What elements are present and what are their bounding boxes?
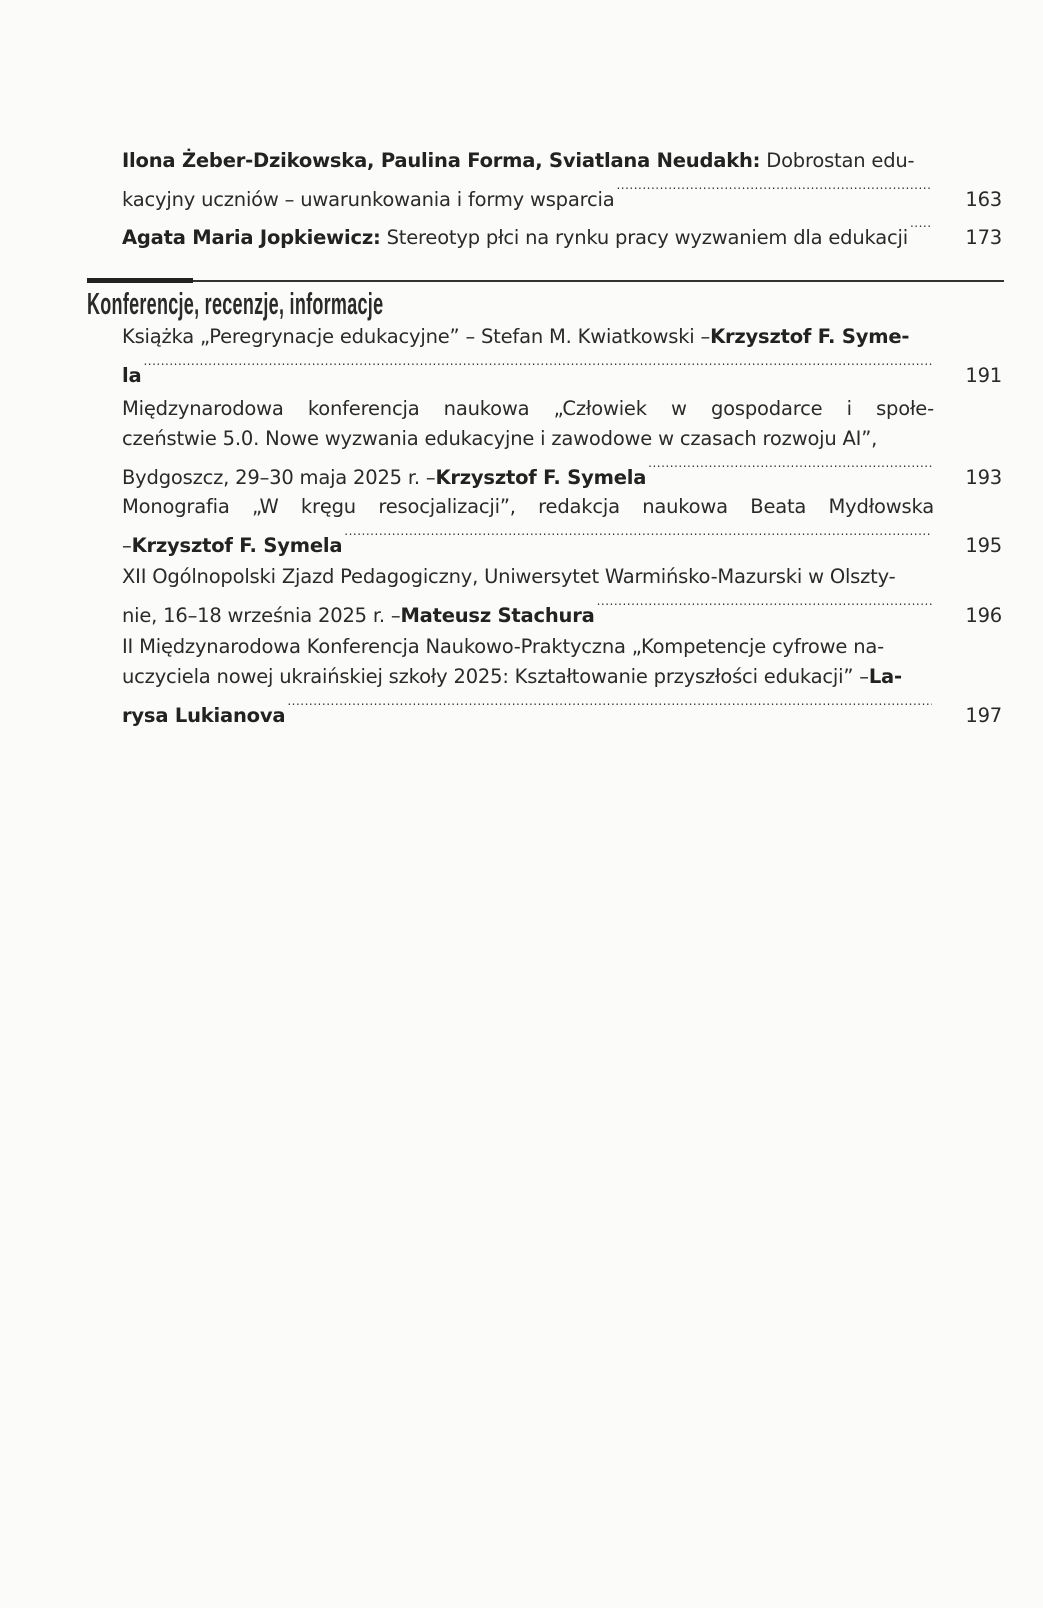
- toc-entry: [122, 214, 1002, 253]
- toc-entry: [122, 394, 1002, 493]
- toc-entry: [122, 632, 1002, 731]
- entry-title: czeństwie 5.0. Nowe wyzwania edukacyjne i zawodowe w czasach rozwoju AI”,: [122, 427, 878, 450]
- toc-entry: [122, 146, 1002, 215]
- entry-title-word: Monografia: [122, 495, 230, 518]
- toc-entry-line: [122, 352, 1002, 391]
- toc-entry-line: [122, 522, 1002, 561]
- dot-leader: [910, 214, 932, 244]
- dot-leader: [287, 692, 932, 722]
- section-divider: [87, 280, 1004, 282]
- entry-title-word: społe-: [876, 397, 934, 420]
- entry-authors: Ilona Żeber-Dzikowska, Paulina Forma, Sviatlana Neudakh:: [122, 149, 761, 172]
- section-title: Konferencje, recenzje, informacje: [87, 286, 384, 321]
- entry-title-word: gospodarce: [711, 397, 823, 420]
- toc-entry-line: [122, 322, 934, 352]
- entry-authors: rysa Lukianova: [122, 704, 286, 727]
- entry-title: Stereotyp płci na rynku pracy wyzwaniem dla edukacji: [386, 226, 908, 249]
- entry-title-word: Mydłowska: [828, 495, 934, 518]
- toc-entry-line: [122, 176, 1002, 215]
- entry-title-word: konferencja: [307, 397, 420, 420]
- entry-authors: Krzysztof F. Syme-: [710, 325, 910, 348]
- entry-title-word: redakcja: [538, 495, 620, 518]
- entry-authors: Agata Maria Jopkiewicz:: [122, 226, 381, 249]
- toc-entry-line: [122, 424, 934, 454]
- toc-entry-line: [122, 562, 934, 592]
- entry-title-word: „Człowiek: [553, 397, 647, 420]
- page-number: 173: [965, 226, 1002, 249]
- entry-title: Bydgoszcz, 29–30 maja 2025 r. –: [122, 466, 436, 489]
- toc-entry-line: [122, 492, 934, 522]
- page-number: 196: [965, 604, 1002, 627]
- entry-title: nie, 16–18 września 2025 r. –: [122, 604, 401, 627]
- page-number: 193: [965, 466, 1002, 489]
- dot-leader: [648, 454, 932, 484]
- entry-title-word: naukowa: [443, 397, 530, 420]
- toc-entry: [122, 562, 1002, 631]
- entry-authors: Mateusz Stachura: [400, 604, 595, 627]
- entry-title-word: „W: [251, 495, 279, 518]
- dot-leader: [344, 522, 932, 552]
- page-number: 195: [965, 534, 1002, 557]
- toc-entry: [122, 492, 1002, 561]
- entry-title: –: [122, 534, 132, 557]
- entry-title-word: resocjalizacji”,: [378, 495, 516, 518]
- entry-authors: la: [122, 364, 142, 387]
- entry-title: uczyciela nowej ukraińskiej szkoły 2025: Kształtowanie przyszłości edukacji” –: [122, 665, 869, 688]
- entry-title-word: i: [846, 397, 852, 420]
- entry-title: II Międzynarodowa Konferencja Naukowo-Praktyczna „Kompetencje cyfrowe na-: [122, 635, 884, 658]
- entry-authors: La-: [868, 665, 902, 688]
- page-number: 191: [965, 364, 1002, 387]
- entry-title: Książka „Peregrynacje edukacyjne” – Stefan M. Kwiatkowski –: [122, 325, 711, 348]
- toc-entry-line: [122, 394, 934, 424]
- toc-entry-line: [122, 632, 934, 662]
- toc-entry-line: [122, 592, 1002, 631]
- dot-leader: [616, 176, 932, 206]
- entry-title: kacyjny uczniów – uwarunkowania i formy wsparcia: [122, 188, 615, 211]
- page-number: 163: [965, 188, 1002, 211]
- entry-title: Dobrostan edu-: [766, 149, 915, 172]
- toc-entry-line: [122, 454, 1002, 493]
- entry-title-word: w: [671, 397, 687, 420]
- entry-authors: Krzysztof F. Symela: [435, 466, 647, 489]
- entry-title-word: naukowa: [642, 495, 728, 518]
- entry-authors: Krzysztof F. Symela: [131, 534, 343, 557]
- dot-leader: [597, 592, 932, 622]
- toc-entry-line: [122, 214, 1002, 253]
- toc-entry-line: [122, 146, 934, 176]
- section-divider-accent: [87, 278, 193, 283]
- toc-entry-line: [122, 662, 934, 692]
- entry-title-word: kręgu: [300, 495, 356, 518]
- entry-title: XII Ogólnopolski Zjazd Pedagogiczny, Uniwersytet Warmińsko-Mazurski w Olszty-: [122, 565, 896, 588]
- entry-title-word: Beata: [750, 495, 807, 518]
- page-number: 197: [965, 704, 1002, 727]
- toc-entry-line: [122, 692, 1002, 731]
- toc-entry: [122, 322, 1002, 391]
- dot-leader: [143, 352, 932, 382]
- entry-title-word: Międzynarodowa: [122, 397, 284, 420]
